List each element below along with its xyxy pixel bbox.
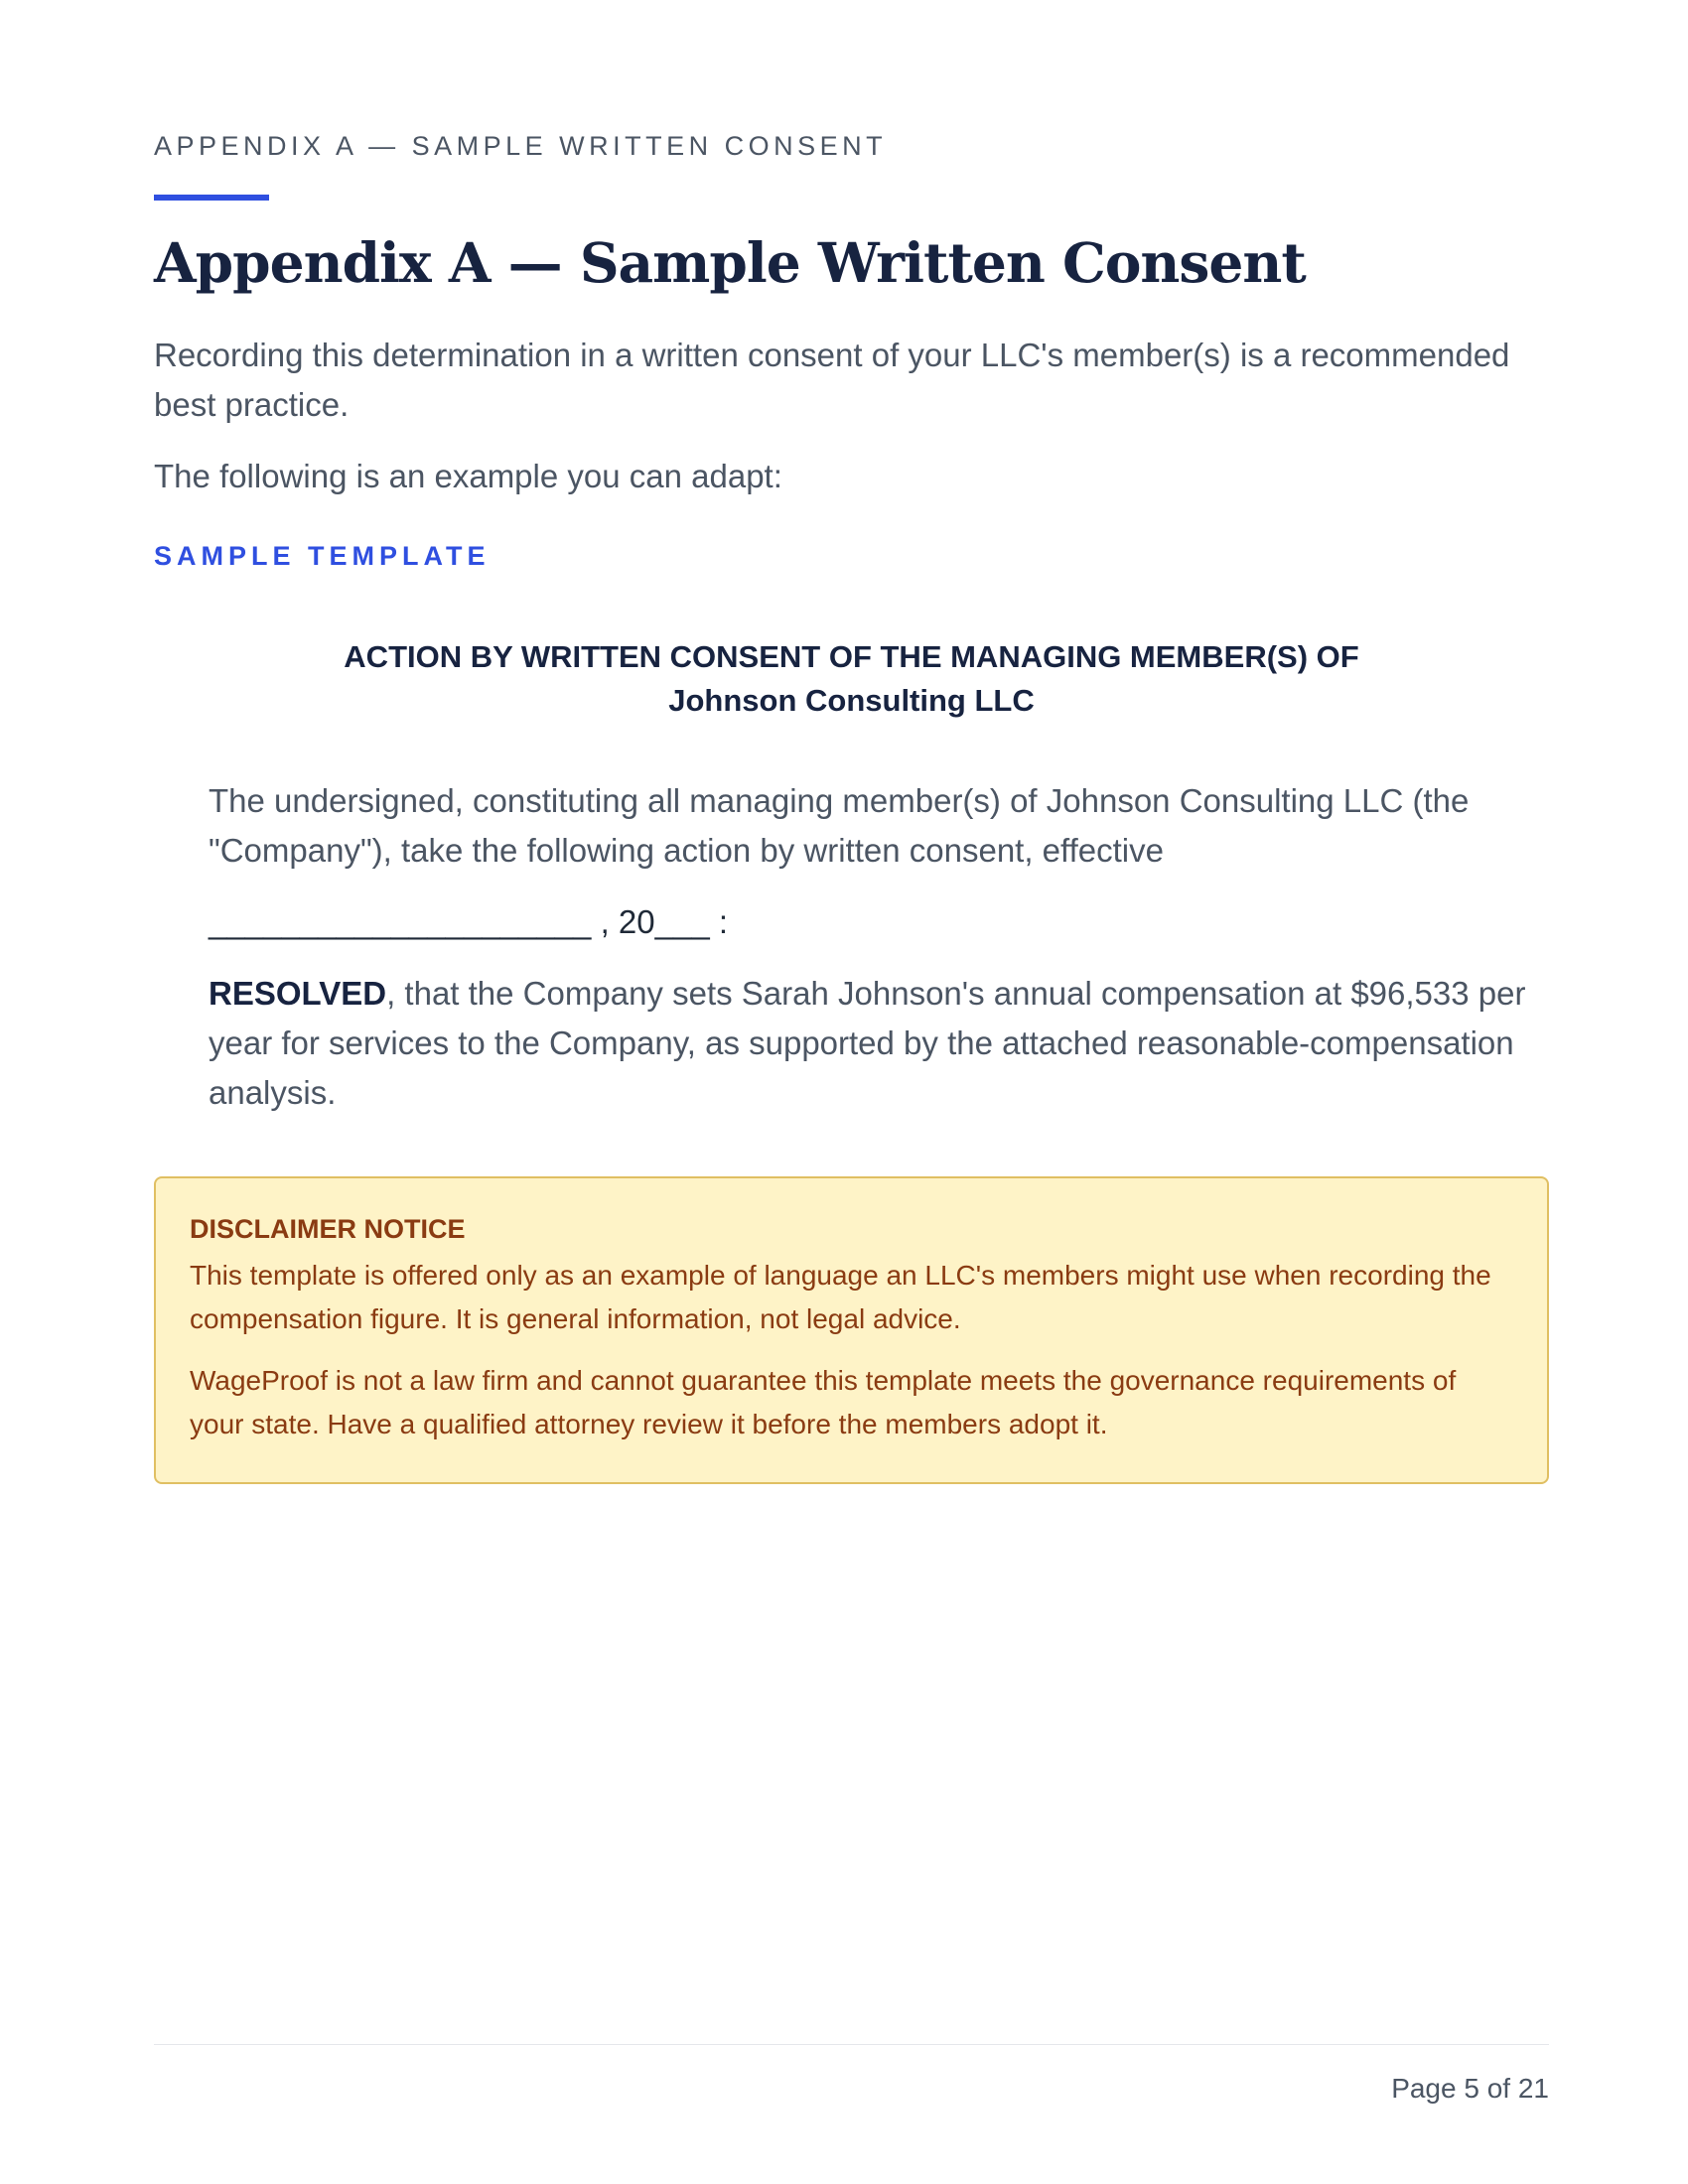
document-page xyxy=(154,0,1549,2184)
disclaimer-notice xyxy=(154,1176,1549,1484)
disclaimer-title: DISCLAIMER NOTICE xyxy=(190,1214,466,1244)
intro-example-line: The following is an example you can adapt: xyxy=(154,458,782,494)
page-number: Page 5 of 21 xyxy=(1391,2073,1549,2104)
footer-divider xyxy=(154,2044,1549,2045)
company-name-heading: Johnson Consulting LLC xyxy=(668,683,1035,718)
intro-paragraph: Recording this determination in a written consent of your LLC's member(s) is a recommended best practice. xyxy=(154,337,1510,423)
resolution-text: , that the Company sets Sarah Johnson's annual compensation at $96,533 per year for services to the Company, as supported by the attached reasonable-compensation analysis. xyxy=(209,975,1526,1111)
sample-template-label: SAMPLE TEMPLATE xyxy=(154,541,491,571)
section-eyebrow: APPENDIX A — SAMPLE WRITTEN CONSENT xyxy=(154,131,888,161)
disclaimer-paragraph: This template is offered only as an example of language an LLC's members might use when recording the compensation figure. It is general information, not legal advice. xyxy=(190,1260,1491,1334)
resolution-paragraph xyxy=(209,969,1549,1118)
accent-rule xyxy=(154,195,269,201)
page-title: Appendix A — Sample Written Consent xyxy=(154,230,1306,295)
consent-heading xyxy=(154,635,1549,723)
consent-preamble: The undersigned, constituting all managing member(s) of Johnson Consulting LLC (the "Company"), take the following action by written consent, effective xyxy=(209,782,1470,869)
consent-heading-line: ACTION BY WRITTEN CONSENT OF THE MANAGING MEMBER(S) OF xyxy=(344,639,1359,674)
effective-date-blank: _____________________ , 20___ : xyxy=(209,903,729,940)
disclaimer-paragraph: WageProof is not a law firm and cannot guarantee this template meets the governance requirements of your state. Have a qualified attorney review it before the members adopt it. xyxy=(190,1365,1457,1439)
consent-body xyxy=(209,776,1549,1118)
resolved-keyword: RESOLVED xyxy=(209,975,387,1012)
